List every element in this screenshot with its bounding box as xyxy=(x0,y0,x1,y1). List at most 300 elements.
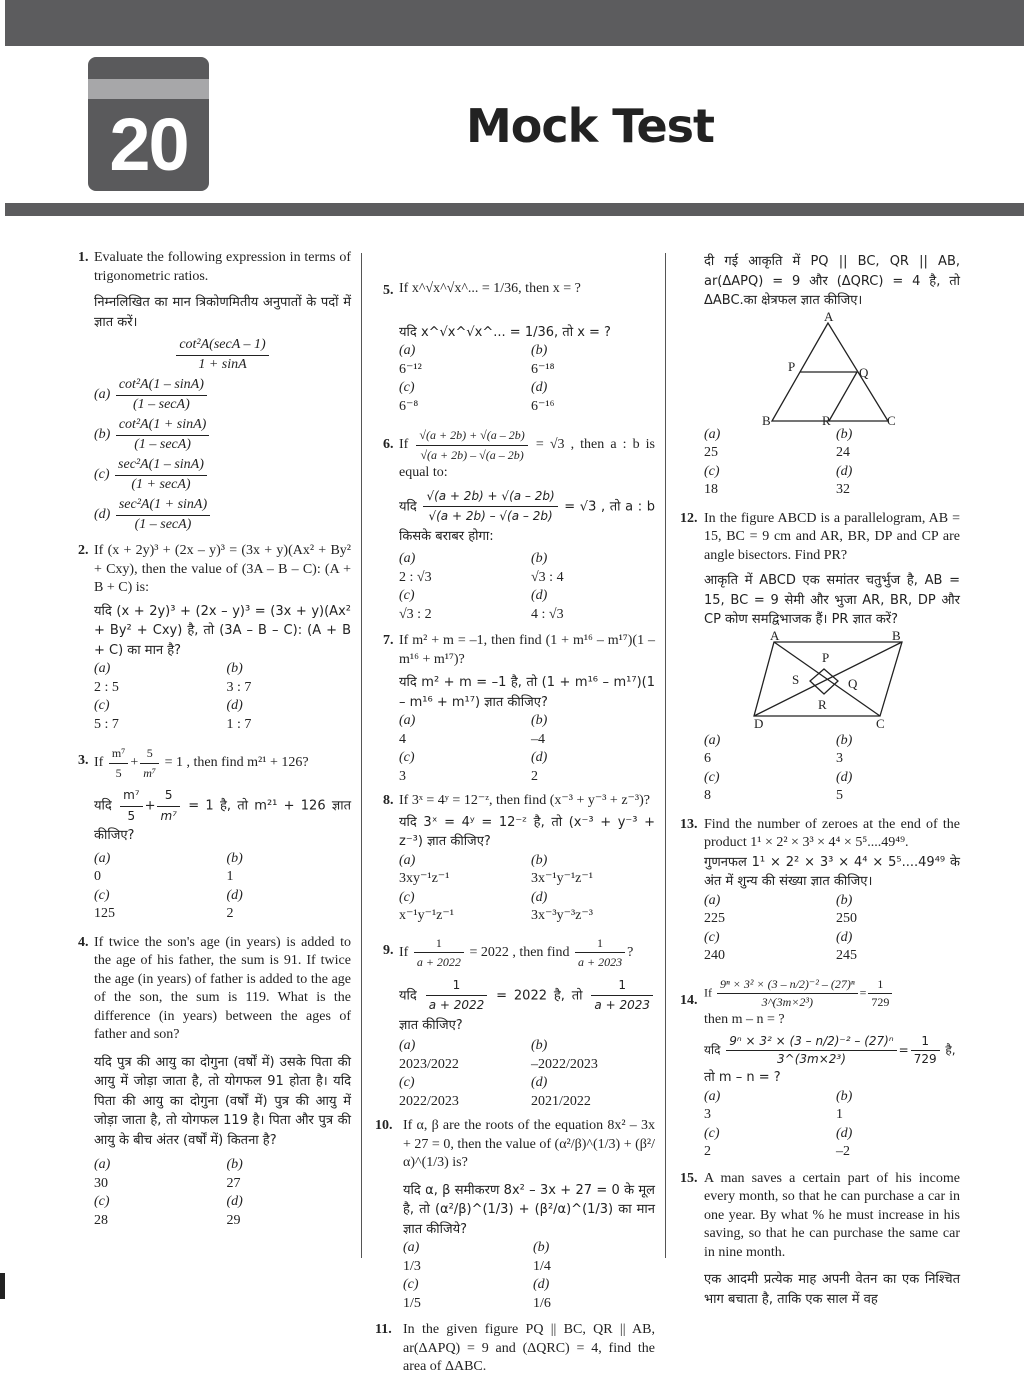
option-c[interactable] xyxy=(94,456,351,494)
question-number: 11. xyxy=(375,1322,392,1337)
option-value: x⁻¹y⁻¹z⁻¹ xyxy=(399,908,454,923)
fraction-denominator: 5 xyxy=(115,765,122,780)
option-c[interactable] xyxy=(399,379,523,416)
option-label: (c) xyxy=(94,1194,110,1209)
option-value: 6⁻¹² xyxy=(399,361,422,377)
plus-sign: + xyxy=(130,755,139,771)
fraction-numerator: 1 xyxy=(414,934,464,954)
option-value: –2 xyxy=(836,1144,850,1159)
question-number: 14. xyxy=(680,992,698,1008)
question-number: 12. xyxy=(680,510,698,526)
question-3 xyxy=(78,744,351,924)
option-list xyxy=(704,426,960,500)
option-value: 2 : 5 xyxy=(94,679,119,695)
option-label: (b) xyxy=(836,426,853,442)
question-text-en: Find the number of zeroes at the end of the product 1¹ × 2² × 3³ × 4⁴ × 5⁵....49⁴⁹. xyxy=(704,816,960,850)
label-s: S xyxy=(792,671,800,687)
option-a[interactable] xyxy=(399,852,523,889)
text-prefix: यदि xyxy=(399,988,417,1003)
option-value: 2023/2022 xyxy=(399,1056,459,1072)
option-label: (c) xyxy=(704,929,720,945)
fraction-denominator: √(a + 2b) – √(a – 2b) xyxy=(428,509,553,523)
question-text-hi: आकृति में ABCD एक समांतर चतुर्भुज है, AB = 15, BC = 9 सेमी और भुजा AR, BR, DP और CP कोण समद्विभाजक हैं। PR ज्ञात करें? xyxy=(704,573,960,627)
option-c[interactable] xyxy=(399,587,523,624)
option-d[interactable] xyxy=(531,1074,655,1111)
option-label: (a) xyxy=(704,426,721,442)
option-a[interactable] xyxy=(94,660,219,697)
question-text-hi: यदि x^√x^√x^... = 1/36, तो x = ? xyxy=(399,324,611,340)
question-text-hi xyxy=(399,487,655,547)
option-list xyxy=(399,852,655,926)
fraction-numerator: m⁷ xyxy=(120,786,143,807)
option-list xyxy=(94,376,351,534)
option-a[interactable] xyxy=(403,1239,525,1276)
question-text-hi: यदि 3ˣ = 4ʸ = 12⁻ᶻ है, तो (x⁻³ + y⁻³ + z⁻³) ज्ञात कीजिए? xyxy=(399,814,655,849)
fraction-denominator: a + 2022 xyxy=(416,955,461,969)
option-label: (a) xyxy=(403,1240,420,1255)
option-c[interactable] xyxy=(94,1193,219,1230)
option-label: (a) xyxy=(704,732,721,748)
text-prefix: If xyxy=(399,437,409,453)
option-label: (c) xyxy=(704,463,720,479)
option-label: (d) xyxy=(531,588,548,603)
question-text-hi: एक आदमी प्रत्येक माह अपनी वेतन का एक निश्चित भाग बचाता है, ताकि एक साल में वह xyxy=(704,1272,960,1307)
option-numerator: sec²A(1 + sinA) xyxy=(116,496,210,516)
option-value: 25 xyxy=(704,445,718,460)
question-number: 7. xyxy=(383,633,394,648)
option-value: –4 xyxy=(531,731,545,747)
label-r: R xyxy=(818,696,827,712)
question-4 xyxy=(78,934,351,1231)
option-label: (b) xyxy=(226,1157,243,1172)
chapter-number-box xyxy=(88,57,209,191)
option-b[interactable] xyxy=(227,850,352,887)
option-value: 3 xyxy=(399,768,406,784)
rhs-numerator: 1 xyxy=(911,1033,940,1051)
option-label: (b) xyxy=(226,661,243,676)
label-q: Q xyxy=(848,675,858,691)
fraction-denominator: m⁷ xyxy=(160,808,177,823)
option-value: 6⁻⁸ xyxy=(399,398,419,414)
option-list xyxy=(94,850,351,924)
fraction-numerator: 5 xyxy=(157,786,180,807)
question-text-hi: यदि α, β समीकरण 8x² – 3x + 27 = 0 के मूल है, तो (α²/β)^(1/3) + (β²/α)^(1/3) का मान ज्ञात कीजिये? xyxy=(403,1182,655,1237)
question-number: 6. xyxy=(383,437,394,452)
label-b: B xyxy=(762,412,771,428)
option-c[interactable] xyxy=(704,1125,828,1162)
option-a[interactable] xyxy=(704,1088,828,1125)
option-value: 3xy⁻¹z⁻¹ xyxy=(399,871,450,886)
option-value: 3 xyxy=(704,1107,711,1122)
fraction-numerator: √(a + 2b) + √(a – 2b) xyxy=(423,487,557,508)
option-c[interactable] xyxy=(704,929,828,966)
option-label: (c) xyxy=(94,887,110,903)
option-c[interactable] xyxy=(94,697,219,734)
fraction-numerator: √(a + 2b) + √(a – 2b) xyxy=(416,426,527,446)
option-label: (d) xyxy=(226,698,243,713)
option-denominator: (1 + secA) xyxy=(131,476,191,492)
question-text-en: If α, β are the roots of the equation 8x² – 3x + 27 = 0, then the value of (α²/β)^(1/3) + (β²/α)^(1/3) is? xyxy=(403,1118,655,1170)
option-label: (b) xyxy=(836,732,853,748)
option-b[interactable] xyxy=(836,892,960,929)
option-c[interactable] xyxy=(399,889,523,926)
question-text-en-suffix: then m – n = ? xyxy=(704,1011,785,1027)
option-d[interactable] xyxy=(836,929,960,966)
question-text-en: Evaluate the following expression in terms of trigonometric ratios. xyxy=(94,250,351,284)
option-c[interactable] xyxy=(399,1074,523,1111)
option-d[interactable] xyxy=(836,463,960,500)
text-suffix: = √3 , तो a : b किसके बराबर होगा: xyxy=(399,499,655,544)
option-value: 6⁻¹⁶ xyxy=(531,398,555,414)
option-label: (a) xyxy=(94,387,111,403)
page-edge-mark xyxy=(0,1273,5,1299)
question-number: 9. xyxy=(383,942,394,958)
fraction-denominator: a + 2023 xyxy=(594,998,650,1012)
text-prefix: If xyxy=(399,944,409,960)
option-list xyxy=(704,892,960,966)
segment-qr xyxy=(829,372,857,421)
option-value: 27 xyxy=(226,1175,241,1191)
option-value: 3 : 7 xyxy=(226,679,252,695)
option-b[interactable] xyxy=(533,1239,655,1276)
fraction-denominator: 3^(3m×2³) xyxy=(777,1052,846,1066)
option-label: (d) xyxy=(836,769,853,785)
option-label: (a) xyxy=(704,1088,721,1104)
option-d[interactable] xyxy=(531,889,655,926)
option-label: (d) xyxy=(531,889,548,905)
option-value: 5 xyxy=(836,788,843,803)
label-a: A xyxy=(770,627,780,643)
option-b[interactable] xyxy=(836,1088,960,1125)
option-label: (d) xyxy=(94,507,111,523)
question-text-hi: गुणनफल 1¹ × 2² × 3³ × 4⁴ × 5⁵....49⁴⁹ के अंत में शुन्य की संख्या ज्ञात कीजिए। xyxy=(704,854,960,889)
option-label: (b) xyxy=(94,427,111,443)
option-list xyxy=(399,342,655,416)
option-label: (d) xyxy=(533,1277,550,1292)
text-suffix: = √3 , then a : b is equal to: xyxy=(399,437,656,480)
fraction-denominator: m⁷ xyxy=(143,765,157,780)
option-value: 2 xyxy=(531,768,538,784)
option-value: 6 xyxy=(704,751,711,766)
label-p: P xyxy=(822,649,830,665)
option-d[interactable] xyxy=(531,749,655,786)
fraction-numerator: 9ⁿ × 3² × (3 – n/2)⁻² – (27)ⁿ xyxy=(726,1033,896,1051)
text-prefix: If xyxy=(704,984,712,999)
option-b[interactable] xyxy=(227,660,352,697)
option-label: (c) xyxy=(399,750,415,765)
option-value: 18 xyxy=(704,482,718,497)
question-text-hi: निम्नलिखित का मान त्रिकोणमितीय अनुपातों के पदों में ज्ञात करें। xyxy=(94,295,351,330)
question-text-en xyxy=(399,426,655,483)
option-label: (b) xyxy=(531,852,548,868)
option-d[interactable] xyxy=(531,379,655,416)
question-number: 10. xyxy=(375,1118,393,1133)
page-title: Mock Test xyxy=(465,99,715,153)
option-denominator: (1 – secA) xyxy=(132,396,190,412)
option-label: (d) xyxy=(836,463,853,479)
option-label: (b) xyxy=(531,1038,548,1053)
option-label: (a) xyxy=(94,850,111,866)
option-label: (d) xyxy=(531,380,548,395)
option-label: (b) xyxy=(533,1240,550,1255)
option-value: 3x⁻¹y⁻¹z⁻¹ xyxy=(531,871,593,886)
option-value: 250 xyxy=(836,911,857,926)
option-a[interactable] xyxy=(704,732,828,769)
plus-sign: + xyxy=(144,798,156,814)
option-value: 225 xyxy=(704,911,725,926)
option-list xyxy=(403,1239,655,1313)
option-value: 245 xyxy=(836,948,857,963)
option-value: 1 : 7 xyxy=(226,716,252,732)
option-b[interactable] xyxy=(836,426,960,463)
option-label: (b) xyxy=(531,343,548,358)
question-text-hi-suffix: तो m – n = ? xyxy=(704,1070,781,1085)
question-11 xyxy=(375,1321,655,1377)
option-c[interactable] xyxy=(399,749,523,786)
option-list xyxy=(94,1156,351,1230)
top-banner xyxy=(5,0,1024,46)
option-value: 3 xyxy=(836,751,843,766)
option-value: 0 xyxy=(94,869,101,884)
option-b[interactable] xyxy=(531,1037,655,1074)
option-label: (d) xyxy=(836,1125,853,1141)
question-number: 5. xyxy=(383,283,394,298)
option-value: 4 : √3 xyxy=(531,606,564,622)
option-value: 6⁻¹⁸ xyxy=(531,361,555,377)
fraction-denominator: 5 xyxy=(127,808,136,823)
option-b[interactable] xyxy=(531,852,655,889)
option-d[interactable] xyxy=(531,587,655,624)
option-value: √3 : 2 xyxy=(399,606,432,622)
option-d[interactable] xyxy=(227,887,352,924)
question-text-hi: यदि पुत्र की आयु का दोगुना (वर्षों में) उसके पिता की आयु में जोड़ा जाता है, तो योगफल 91 होता है। यदि पिता की आयु का दोगुना (वर्षों में) पुत्र की आयु में जोड़ा जाता है, तो योगफल 119 है। पिता और पुत्र की आयु के बीच अंतर (वर्षों में) कितना है? xyxy=(94,1054,351,1148)
option-a[interactable] xyxy=(704,426,828,463)
question-1 xyxy=(78,249,351,534)
option-label: (b) xyxy=(836,1088,853,1104)
option-list xyxy=(399,1037,655,1111)
option-value: 2 xyxy=(704,1144,711,1159)
rhs-numerator: 1 xyxy=(868,976,892,994)
question-text-en: If (x + 2y)³ + (2x – y)³ = (3x + y)(Ax² + By² + Cxy), then the value of (3A – B – C): (A + B + C) is: xyxy=(94,543,351,595)
question-15 xyxy=(680,1170,960,1310)
option-list xyxy=(704,1088,960,1162)
option-c[interactable] xyxy=(704,463,828,500)
option-c[interactable] xyxy=(403,1276,525,1313)
option-value: 30 xyxy=(94,1175,108,1191)
chapter-number: 20 xyxy=(109,103,188,186)
rhs-denominator: 729 xyxy=(871,994,890,1009)
question-5 xyxy=(383,258,655,416)
option-label: (d) xyxy=(226,887,243,903)
option-value: 3x⁻³y⁻³z⁻³ xyxy=(531,908,593,923)
option-label: (b) xyxy=(226,850,243,866)
column-divider-2 xyxy=(665,253,666,1258)
option-label: (c) xyxy=(399,1075,415,1090)
option-b[interactable] xyxy=(531,342,655,379)
label-c: C xyxy=(887,412,896,428)
rhs-denominator: 729 xyxy=(913,1052,937,1066)
question-number: 1. xyxy=(78,250,89,265)
expr-denominator: 1 + sinA xyxy=(198,356,247,372)
question-text-hi: दी गई आकृति में PQ || BC, QR || AB, ar(ΔAPQ) = 9 और (ΔQRC) = 4 है, तो ΔABC.का क्षेत्रफल ज्ञात कीजिए। xyxy=(704,254,960,308)
option-c[interactable] xyxy=(704,769,828,806)
triangle-figure xyxy=(762,308,902,428)
option-d[interactable] xyxy=(533,1276,655,1313)
question-text-en: If 3ˣ = 4ʸ = 12⁻ᶻ, then find (x⁻³ + y⁻³ + z⁻³)? xyxy=(399,793,651,808)
option-d[interactable] xyxy=(227,1193,352,1230)
option-b[interactable] xyxy=(531,550,655,587)
question-text-en: If m² + m = –1, then find (1 + m¹⁶ – m¹⁷)(1 – m¹⁶ + m¹⁷)? xyxy=(399,633,655,667)
question-8 xyxy=(383,792,655,926)
column-3 xyxy=(680,252,960,1309)
option-label: (c) xyxy=(94,467,110,483)
option-a[interactable] xyxy=(94,850,219,887)
chapter-box-stripe xyxy=(88,79,209,99)
question-9 xyxy=(383,934,655,1112)
option-d[interactable] xyxy=(94,496,351,534)
option-a[interactable] xyxy=(94,376,351,414)
question-number: 15. xyxy=(680,1170,698,1186)
option-label: (c) xyxy=(399,380,415,395)
fraction-denominator: a + 2023 xyxy=(578,955,623,969)
question-number: 13. xyxy=(680,816,698,832)
option-label: (c) xyxy=(704,1125,720,1141)
fraction-numerator: 1 xyxy=(591,976,653,997)
option-b[interactable] xyxy=(531,712,655,749)
question-14 xyxy=(680,976,960,1162)
question-11-continued xyxy=(688,252,960,500)
option-label: (b) xyxy=(836,892,853,908)
question-text-en: If twice the son's age (in years) is added to the age of his father, the sum is 91. If twice the age (in years) of father is added to the age of the son, the sum is 119. What is the difference (in years) between the ages of father and son? xyxy=(94,934,351,1042)
option-b[interactable] xyxy=(94,416,351,454)
option-label: (c) xyxy=(399,588,415,603)
question-number: 8. xyxy=(383,793,394,808)
option-list xyxy=(399,712,655,786)
question-10 xyxy=(375,1117,655,1313)
text-suffix: = 1 है, तो m²¹ + 126 ज्ञात कीजिए? xyxy=(94,798,351,843)
option-value: 1 xyxy=(226,869,234,884)
header-divider-bar xyxy=(5,203,1024,216)
question-expression xyxy=(94,336,351,374)
column-2 xyxy=(375,258,656,1377)
question-text-en: A man saves a certain part of his income every month, so that he can purchase a car in one year. By what % he must increase in his saving, so that he can purchase the same car in nine month. xyxy=(704,1170,960,1260)
question-text-hi: यदि $\frac{\text{9ⁿ × 3² × (3 – n/2)⁻² – (27)ⁿ}}{\text{3\textasciicircum{}(3m×2³)}}$ = $\frac{1}{729}$ है, xyxy=(704,1034,956,1066)
fraction-numerator: m⁷ xyxy=(109,744,129,764)
option-label: (c) xyxy=(704,769,720,785)
label-p: P xyxy=(788,358,796,374)
option-label: (b) xyxy=(531,551,548,566)
option-value: 1/4 xyxy=(533,1258,551,1274)
option-a[interactable] xyxy=(399,550,523,587)
option-a[interactable] xyxy=(399,712,523,749)
question-7 xyxy=(383,632,655,786)
option-value: 32 xyxy=(836,482,850,497)
option-a[interactable] xyxy=(94,1156,219,1193)
question-number: 4. xyxy=(78,934,89,950)
option-d[interactable] xyxy=(836,1125,960,1162)
option-b[interactable] xyxy=(836,732,960,769)
question-number: 2. xyxy=(78,543,89,558)
option-d[interactable] xyxy=(836,769,960,806)
option-value: 1 xyxy=(836,1107,843,1122)
option-label: (b) xyxy=(531,713,548,728)
text-suffix: = 1 , then find m²¹ + 126? xyxy=(164,755,309,771)
fraction-denominator: 3^(3m×2³) xyxy=(761,994,814,1009)
option-value: 2022/2023 xyxy=(399,1093,459,1109)
option-c[interactable] xyxy=(94,887,219,924)
option-value: 2 xyxy=(226,906,234,921)
option-denominator: (1 – secA) xyxy=(134,436,191,452)
option-label: (a) xyxy=(704,892,721,908)
text-middle: है, xyxy=(945,1043,956,1057)
fraction-numerator: 5 xyxy=(140,744,159,764)
option-value: 24 xyxy=(836,445,850,460)
label-q: Q xyxy=(859,364,869,380)
question-text-en: If $\frac{\text{9ⁿ × 3² × (3 – n/2)⁻² – (27)ⁿ}}{\text{3\textasciicircum{}(3m×2³)}}$ = $\frac{1}{729}$ xyxy=(704,976,960,1011)
question-text-en xyxy=(94,744,351,782)
option-value: 29 xyxy=(226,1212,241,1228)
option-label: (d) xyxy=(531,750,548,765)
option-label: (a) xyxy=(399,852,416,868)
text-suffix: ज्ञात कीजिए? xyxy=(399,1017,463,1033)
option-numerator: sec²A(1 – sinA) xyxy=(115,456,207,476)
text-middle: = 2022 , then find xyxy=(469,944,570,960)
option-label: (d) xyxy=(226,1194,243,1209)
option-label: (a) xyxy=(399,343,416,358)
option-value: 1/5 xyxy=(403,1295,421,1311)
option-list xyxy=(704,732,960,806)
option-denominator: (1 – secA) xyxy=(134,516,192,532)
fraction-numerator: 9ⁿ × 3² × (3 – n/2)⁻² – (27)ⁿ xyxy=(717,976,858,994)
column-1 xyxy=(78,249,351,1230)
option-label: (d) xyxy=(836,929,853,945)
option-numerator: cot²A(1 – sinA) xyxy=(116,376,207,396)
option-value: 28 xyxy=(94,1212,108,1228)
option-label: (a) xyxy=(399,713,416,728)
question-13 xyxy=(680,816,960,966)
label-b: B xyxy=(892,627,901,643)
question-text-hi xyxy=(94,786,351,846)
option-list xyxy=(94,660,351,734)
option-list xyxy=(399,550,655,624)
option-b[interactable] xyxy=(227,1156,352,1193)
option-value: 4 xyxy=(399,731,406,747)
label-c: C xyxy=(876,715,885,731)
question-text-hi: यदि m² + m = –1 है, तो (1 + m¹⁶ – m¹⁷)(1 – m¹⁶ + m¹⁷) ज्ञात कीजिए? xyxy=(399,675,655,710)
text-prefix: यदि xyxy=(94,798,112,814)
option-value: 8 xyxy=(704,788,711,803)
option-label: (c) xyxy=(399,889,415,905)
label-a: A xyxy=(824,308,834,324)
option-label: (d) xyxy=(531,1075,548,1090)
text-suffix: ? xyxy=(627,944,634,960)
option-value: 2021/2022 xyxy=(531,1093,591,1109)
option-a[interactable] xyxy=(399,342,523,379)
option-a[interactable] xyxy=(399,1037,523,1074)
question-text-en xyxy=(399,934,655,972)
text-middle: = 2022 है, तो xyxy=(496,988,583,1003)
option-d[interactable] xyxy=(227,697,352,734)
option-value: 240 xyxy=(704,948,725,963)
option-label: (c) xyxy=(94,698,110,713)
option-label: (c) xyxy=(403,1277,419,1292)
option-numerator: cot²A(1 + sinA) xyxy=(116,416,210,436)
label-d: D xyxy=(754,715,764,731)
option-a[interactable] xyxy=(704,892,828,929)
text-prefix: यदि xyxy=(399,499,417,514)
option-value: 1/3 xyxy=(403,1258,421,1274)
fraction-denominator: a + 2022 xyxy=(428,998,485,1012)
